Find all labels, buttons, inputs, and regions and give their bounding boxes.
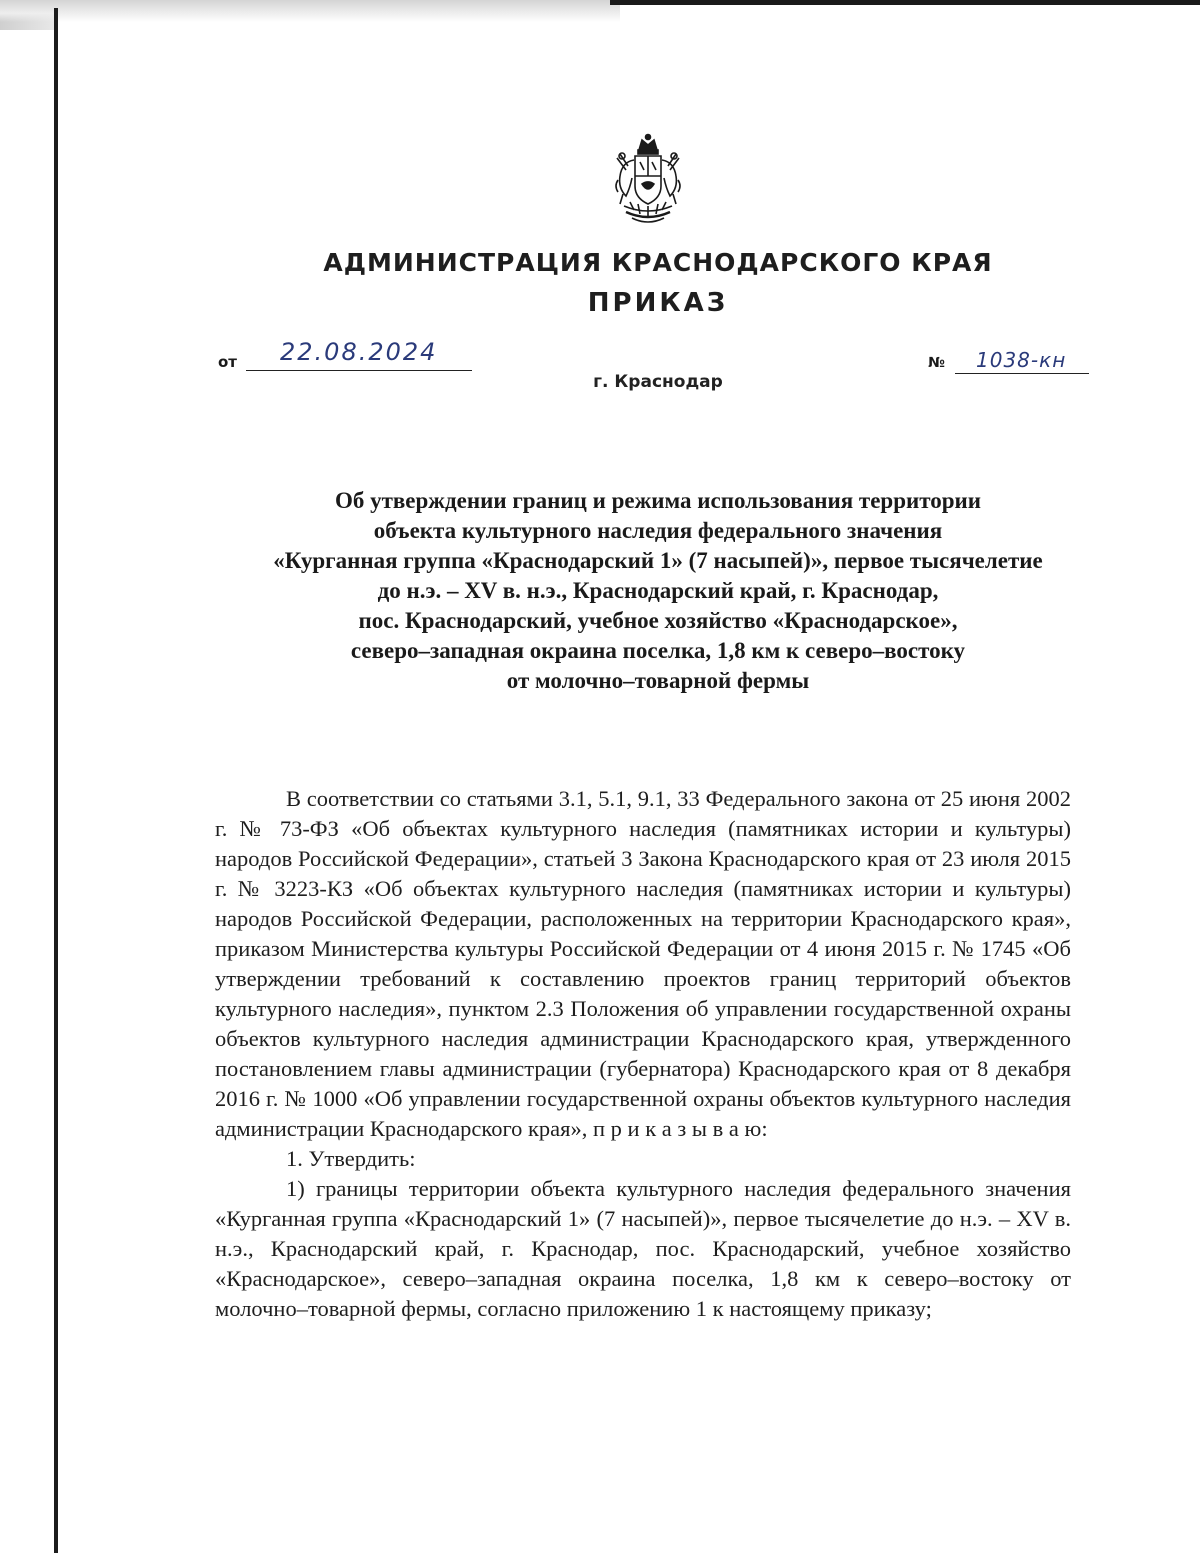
scan-artifact-top-edge bbox=[610, 0, 1200, 5]
organization-title: АДМИНИСТРАЦИЯ КРАСНОДАРСКОГО КРАЯ bbox=[323, 248, 993, 277]
subject-line: пос. Краснодарский, учебное хозяйство «Краснодарское», bbox=[358, 608, 958, 633]
scan-artifact-top-shadow bbox=[0, 0, 620, 22]
subject-line: объекта культурного наследия федерального значения bbox=[373, 518, 943, 543]
scan-artifact-left-edge bbox=[54, 8, 58, 1553]
handwritten-date: 22.08.2024 bbox=[280, 338, 438, 366]
subject-line: от молочно–товарной фермы bbox=[506, 668, 810, 693]
preamble-paragraph: В соответствии со статьями 3.1, 5.1, 9.1, 33 Федерального закона от 25 июня 2002 г. № 73-ФЗ «Об объектах культурного наследия (памятниках истории и культуры) народов Российской Федерации», статьей 3 Закона Краснодарского края от 23 июля 2015 г. № 3223-КЗ «Об объектах культурного наследия (памятниках истории и культуры) народов Российской Федерации, расположенных на территории Краснодарского края», приказом Министерства культуры Российской Федерации от 4 июня 2015 г. № 1745 «Об утверждении требований к составлению проектов границ территорий объектов культурного наследия», пунктом 2.3 Положения об управлении государственной охраны объектов культурного наследия администрации Краснодарского края, утвержденного постановлением главы администрации (губернатора) Краснодарского края от 8 декабря 2016 г. № 1000 «Об управлении государственной охраны объектов культурного наследия администрации Краснодарского края», п р и к а з ы в а ю: bbox=[215, 786, 1071, 1141]
item-1-1-paragraph: 1) границы территории объекта культурного наследия федерального значения «Курганная группа «Краснодарский 1» (7 насыпей)», первое тысячелетие до н.э. – XV в. н.э., Краснодарский край, г. Краснодар, пос. Краснодарский, учебное хозяйство «Краснодарское», северо–западная окраина поселка, 1,8 км к северо–востоку от молочно–товарной фермы, согласно приложению 1 к настоящему приказу; bbox=[215, 1176, 1071, 1321]
subject-line: до н.э. – XV в. н.э., Краснодарский край, г. Краснодар, bbox=[377, 578, 939, 603]
subject-line: «Курганная группа «Краснодарский 1» (7 насыпей)», первое тысячелетие bbox=[273, 548, 1043, 573]
date-label: от bbox=[218, 353, 237, 371]
handwritten-number: 1038-кн bbox=[976, 348, 1067, 372]
subject-line: Об утверждении границ и режима использования территории bbox=[334, 488, 982, 513]
coat-of-arms-icon bbox=[608, 132, 688, 228]
item-1-paragraph: 1. Утвердить: bbox=[286, 1146, 416, 1171]
order-subject bbox=[150, 486, 1166, 696]
city-name: г. Краснодар bbox=[593, 372, 723, 392]
document-type-title: ПРИКАЗ bbox=[587, 288, 729, 318]
subject-line: северо–западная окраина поселка, 1,8 км к северо–востоку bbox=[350, 638, 966, 663]
order-body bbox=[215, 784, 1071, 1324]
date-underline bbox=[246, 370, 472, 371]
number-label: № bbox=[928, 355, 945, 371]
